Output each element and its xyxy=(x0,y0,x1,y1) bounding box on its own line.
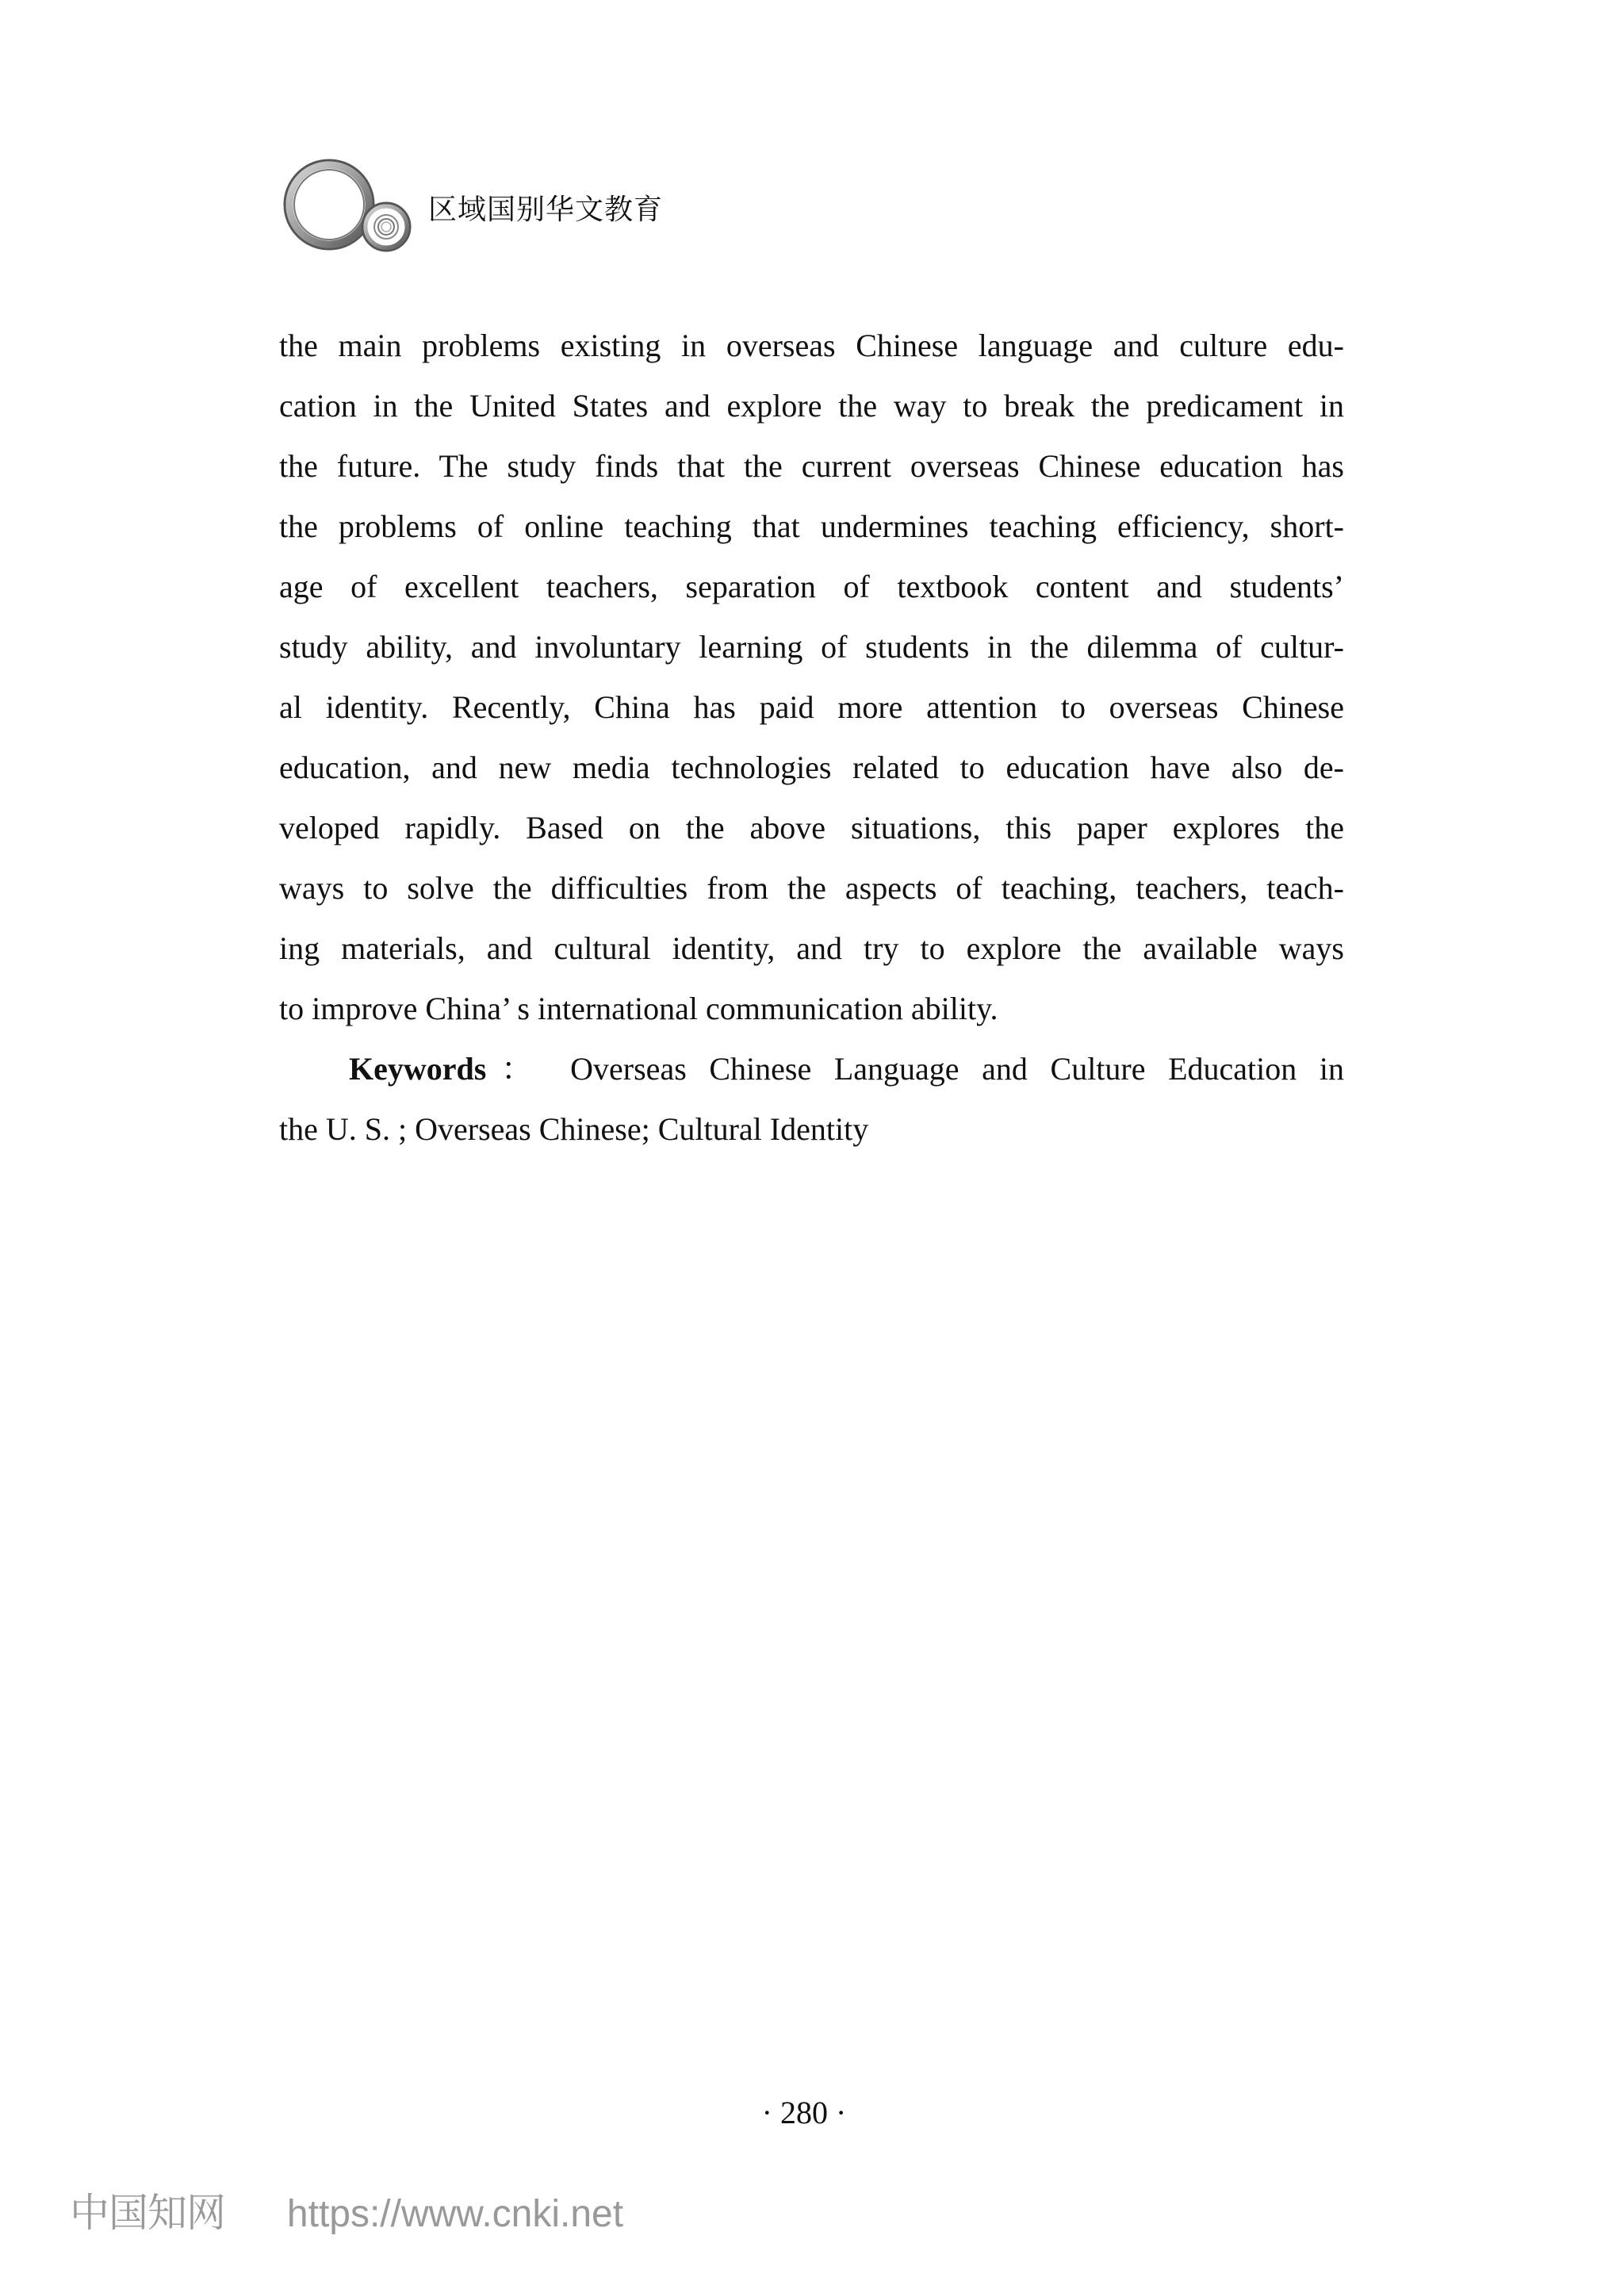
page-number-text: · 280 · xyxy=(761,2095,847,2130)
abstract-line: al identity. Recently, China has paid more attention to overseas Chinese xyxy=(279,689,1344,725)
abstract-line: the problems of online teaching that undermines teaching efficiency, short- xyxy=(279,508,1344,544)
keywords-separator: ： xyxy=(486,1051,548,1087)
page-number xyxy=(0,2094,1624,2131)
abstract-line: education, and new media technologies related to education have also de- xyxy=(279,750,1344,785)
abstract-line: ways to solve the difficulties from the aspects of teaching, teachers, teach- xyxy=(279,870,1344,906)
abstract-line: the main problems existing in overseas Chinese language and culture edu- xyxy=(279,328,1344,363)
abstract-line: study ability, and involuntary learning of students in the dilemma of cultur- xyxy=(279,629,1344,665)
watermark-url[interactable]: https://www.cnki.net xyxy=(286,2193,624,2235)
concentric-rings-logo-icon xyxy=(274,155,416,259)
abstract-line: the future. The study finds that the current overseas Chinese education has xyxy=(279,448,1344,484)
keywords-line xyxy=(279,1039,1344,1099)
abstract-line: cation in the United States and explore the way to break the predicament in xyxy=(279,388,1344,424)
keywords-label: Keywords xyxy=(349,1051,487,1087)
watermark-name: 中国知网 xyxy=(70,2191,225,2235)
header-title: 区域国别华文教育 xyxy=(428,194,664,226)
keywords-text: Overseas Chinese Language and Culture Education in xyxy=(570,1051,1344,1087)
abstract-body xyxy=(279,316,1344,1160)
abstract-line: to improve China’ s international communication ability. xyxy=(279,991,998,1026)
abstract-line: age of excellent teachers, separation of textbook content and students’ xyxy=(279,569,1344,604)
watermark xyxy=(70,2181,623,2238)
abstract-line: ing materials, and cultural identity, and try to explore the available ways xyxy=(279,930,1344,966)
running-header xyxy=(274,155,987,259)
abstract-line: veloped rapidly. Based on the above situations, this paper explores the xyxy=(279,810,1344,845)
keywords-line: the U. S. ; Overseas Chinese; Cultural Identity xyxy=(279,1111,869,1147)
